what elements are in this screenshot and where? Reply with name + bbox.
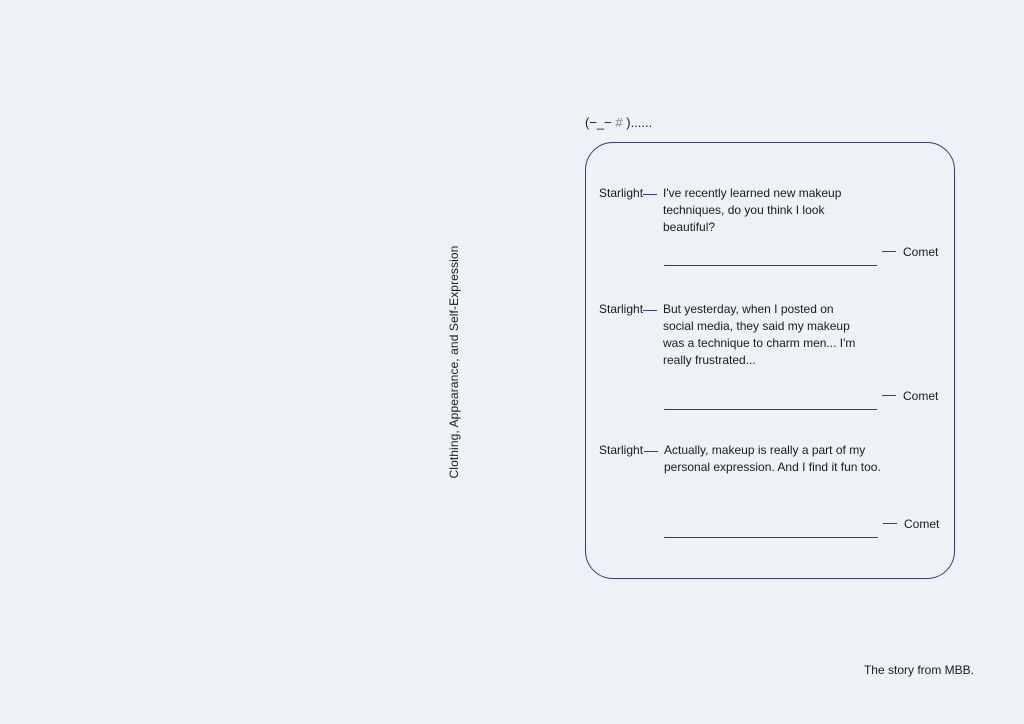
reply-name: Comet bbox=[904, 517, 940, 531]
answer-line[interactable] bbox=[664, 409, 877, 410]
reply-dash bbox=[882, 395, 896, 396]
message-text: I've recently learned new makeup techniques, do you think I look beautiful? bbox=[663, 186, 842, 234]
speaker-dash bbox=[643, 310, 657, 311]
speaker-label: Starlight bbox=[599, 186, 644, 200]
reply-name: Comet bbox=[903, 389, 939, 403]
side-title: Clothing, Appearance, and Self-Expression bbox=[447, 245, 461, 479]
reply-dash bbox=[883, 523, 897, 524]
speaker-dash bbox=[644, 451, 658, 452]
emoticon-right: )...... bbox=[626, 115, 653, 130]
reply-dash bbox=[882, 251, 896, 252]
footer-credit: The story from MBB. bbox=[863, 663, 974, 677]
emoticon-hash: # bbox=[615, 115, 623, 130]
reply-name: Comet bbox=[903, 245, 939, 259]
speaker-label: Starlight bbox=[599, 302, 644, 316]
answer-line[interactable] bbox=[664, 265, 877, 266]
answer-line[interactable] bbox=[664, 537, 878, 538]
emoticon bbox=[585, 115, 652, 130]
speaker-dash bbox=[643, 194, 657, 195]
speaker-label: Starlight bbox=[599, 443, 644, 457]
message-text: But yesterday, when I posted on social media, they said my makeup was a technique to charm men... I'm really frustrated... bbox=[663, 302, 856, 367]
emoticon-left: (−_− bbox=[585, 115, 612, 130]
message-text: Actually, makeup is really a part of my personal expression. And I find it fun too. bbox=[664, 443, 881, 474]
